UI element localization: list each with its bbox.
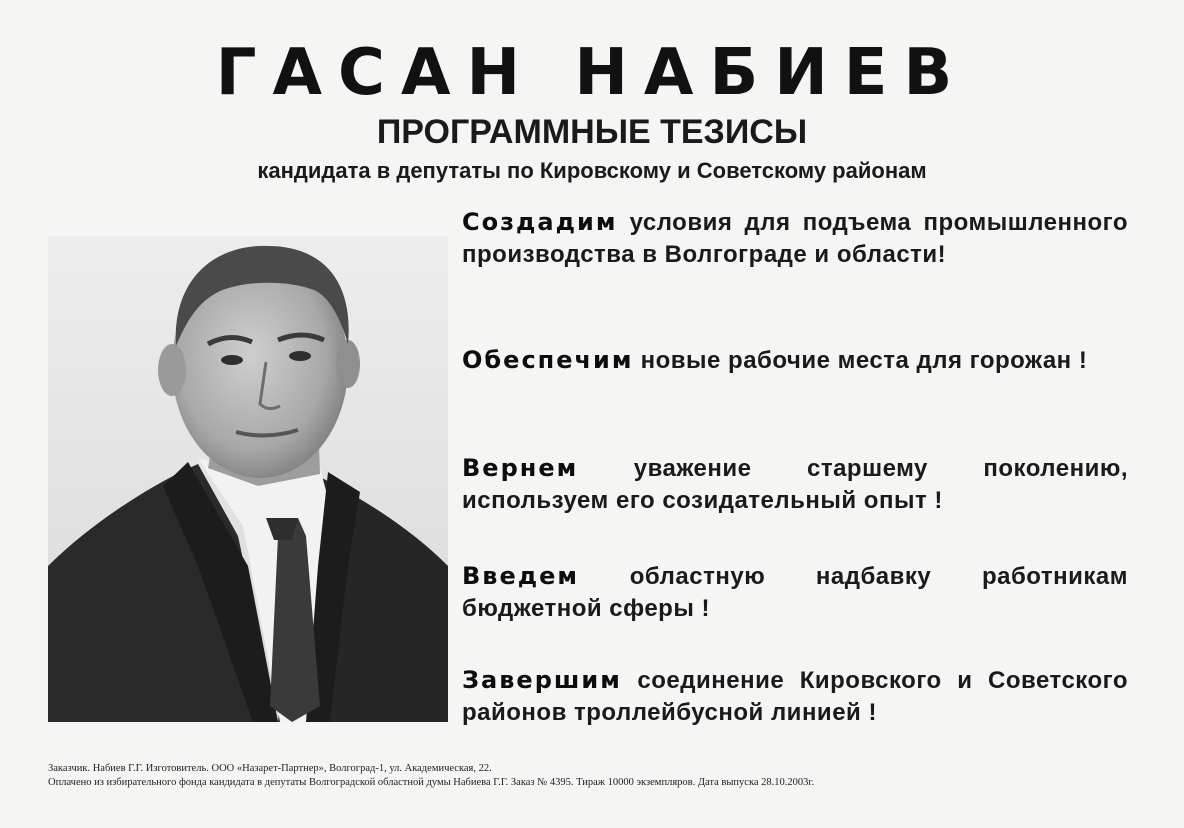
thesis-item: [462, 664, 1128, 729]
thesis-item: [462, 344, 1128, 377]
imprint-line-customer: Заказчик. Набиев Г.Г. Изготовитель. ООО «Назарет-Партнер», Волгоград-1, ул. Академическая, 22.: [48, 763, 492, 774]
thesis-item: [462, 452, 1128, 517]
thesis-text: уважение старшему поколению, используем его созидательный опыт !: [462, 455, 1128, 514]
thesis-lead-word: Обеспечим: [462, 346, 634, 374]
imprint-line-payment: Оплачено из избирательного фонда кандидата в депутаты Волгоградской областной думы Набиева Г.Г. Заказ № 4395. Тираж 10000 экземпляров. Дата выпуска 28.10.2003г.: [48, 777, 815, 788]
thesis-lead-word: Завершим: [462, 666, 622, 694]
candidate-description: кандидата в депутаты по Кировскому и Советскому районам: [257, 158, 927, 183]
thesis-text: соединение Кировского и Советского районов троллейбусной линией !: [462, 667, 1128, 726]
thesis-lead-word: Создадим: [462, 208, 618, 236]
thesis-text: условия для подъема промышленного производства в Волгограде и области!: [462, 209, 1128, 268]
candidate-portrait-photo: [48, 236, 448, 722]
program-theses-heading: ПРОГРАММНЫЕ ТЕЗИСЫ: [376, 113, 808, 151]
thesis-text: новые рабочие места для горожан !: [633, 347, 1088, 374]
thesis-item: [462, 206, 1128, 271]
print-imprint: [48, 762, 1148, 790]
thesis-text: областную надбавку работникам бюджетной сферы !: [462, 563, 1128, 622]
thesis-item: [462, 560, 1128, 625]
candidate-name-heading: ГАСАН НАБИЕВ: [215, 36, 969, 110]
thesis-lead-word: Введем: [462, 562, 580, 590]
thesis-lead-word: Вернем: [462, 454, 579, 482]
